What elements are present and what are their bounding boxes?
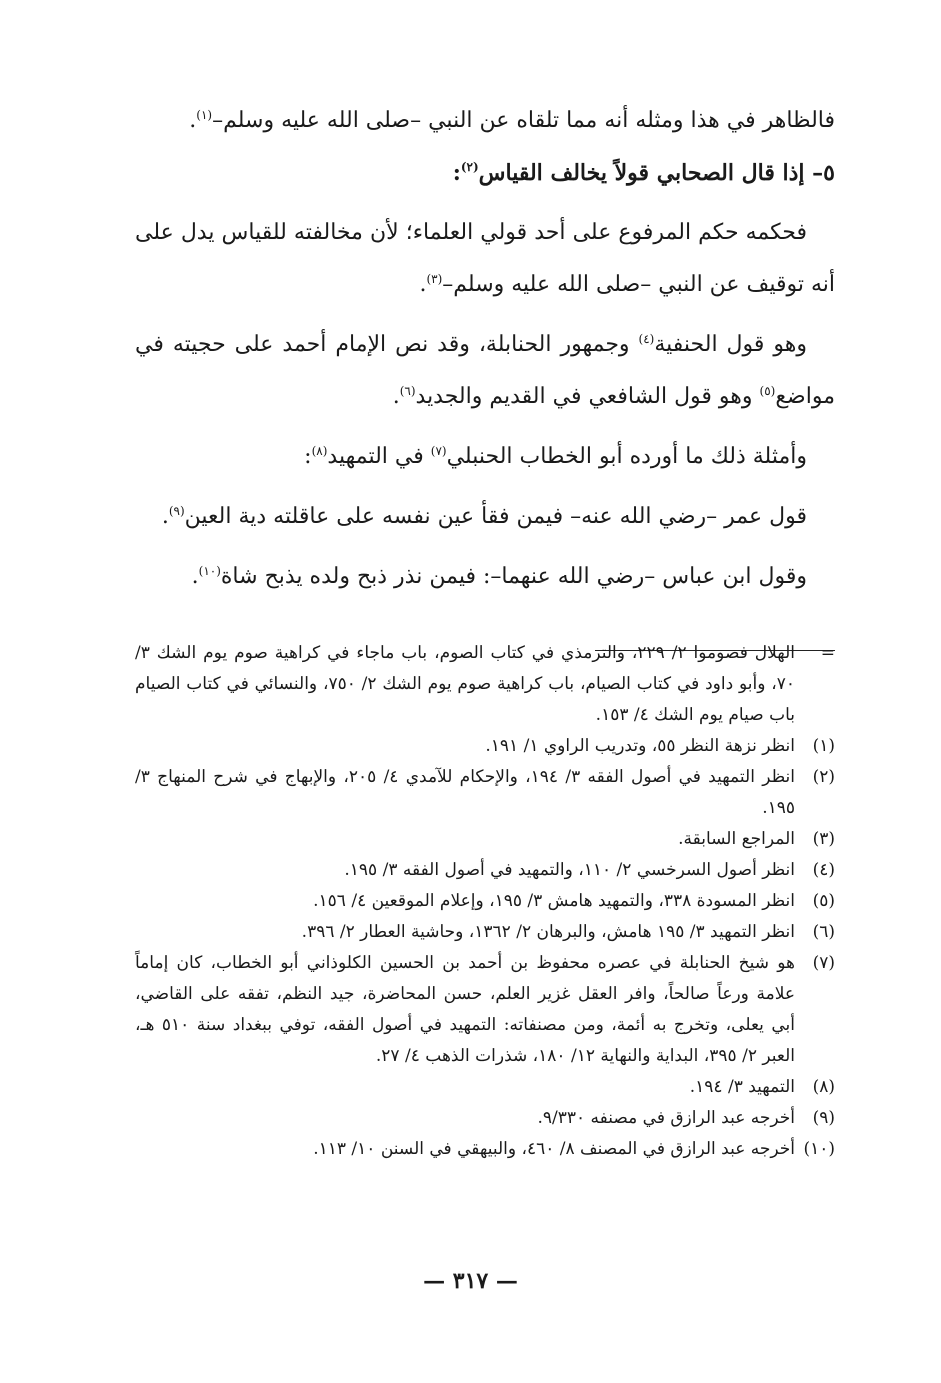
paragraph-4: وأمثلة ذلك ما أورده أبو الخطاب الحنبلي$^{(٧)}$ في التمهيد$^{(٨)}$: [304,444,807,469]
page-number: — ٣١٧ — [423,1268,518,1294]
footnote-5: (٥) انظر المسودة ٣٣٨، والتمهيد هامش ٣/ ١٩٥، وإعلام الموقعين ٤/ ١٥٦. [313,891,835,911]
footnote-continued: = الهلال فصوموا ٢/ ٢٢٩، والترمذي في كتاب الصوم، باب ماجاء في كراهية صوم يوم الشك ٣/ ٧٠، وأبو داود في كتاب الصيام، باب كراهية صوم يوم الشك ٢/ ٧٥٠، والنسائي في كتاب الصيام باب صيام يوم الشك ٤/ ١٥٣. [135,643,835,725]
footnote-2: (٢) انظر التمهيد في أصول الفقه ٣/ ١٩٤، والإحكام للآمدي ٤/ ٢٠٥، والإبهاج في شرح المنهاج ٣/ ١٩٥. [135,767,835,818]
footnote-7: (٧) هو شيخ الحنابلة في عصره محفوظ بن أحمد بن الحسين الكلوذاني أبو الخطاب، كان إماماً علامة ورعاً صالحاً، وافر العقل غزير العلم، حسن المحاضرة، جيد النظم، تفقه على القاضي، أبي يعلى، وتخرج به أئمة، ومن مصنفاته: التمهيد في أصول الفقه، توفي ببغداد سنة ٥١٠ هـ، العبر ٢/ ٣٩٥، البداية والنهاية ١٢/ ١٨٠، شذرات الذهب ٤/ ٢٧. [135,953,835,1066]
paragraph-3: وهو قول الحنفية$^{(٤)}$ وجمهور الحنابلة، وقد نص الإمام أحمد على حجيته في مواضع$^{(٥)}$ وهو قول الشافعي في القديم والجديد$^{(٦)}$. [135,332,835,409]
paragraph-2: فحكمه حكم المرفوع على أحد قولي العلماء؛ لأن مخالفته للقياس يدل على أنه توقيف عن النبي –صلى الله عليه وسلم–$^{(٣)}$. [135,220,835,297]
footnotes [135,638,835,1165]
footnote-6: (٦) انظر التمهيد ٣/ ١٩٥ هامش، والبرهان ٢/ ١٣٦٢، وحاشية العطار ٢/ ٣٩٦. [301,922,835,942]
main-text [135,95,835,603]
section-heading: ٥– إذا قال الصحابي قولاً يخالف القياس$^{(٢)}$: [452,160,835,186]
footnote-3: (٣) المراجع السابقة. [678,829,835,849]
footnote-8: (٨) التمهيد ٣/ ١٩٤. [689,1077,835,1097]
paragraph-5: قول عمر –رضي الله عنه– فيمن فقأ عين نفسه على عاقلته دية العين$^{(٩)}$. [161,504,807,529]
footnote-4: (٤) انظر أصول السرخسي ٢/ ١١٠، والتمهيد في أصول الفقه ٣/ ١٩٥. [344,860,835,880]
footnote-10: (١٠) أخرجه عبد الرازق في المصنف ٨/ ٤٦٠، والبيهقي في السنن ١٠/ ١١٣. [313,1139,835,1159]
paragraph-6: وقول ابن عباس –رضي الله عنهما–: فيمن نذر ذبح ولده يذبح شاة$^{(١٠)}$. [191,564,807,589]
footnote-9: (٩) أخرجه عبد الرازق في مصنفه ٩/٣٣٠. [537,1108,835,1128]
footnote-1: (١) انظر نزهة النظر ٥٥، وتدريب الراوي ١/ ١٩١. [485,736,835,756]
paragraph-1: فالظاهر في هذا ومثله أنه مما تلقاه عن النبي –صلى الله عليه وسلم–$^{(١)}$. [189,108,835,133]
